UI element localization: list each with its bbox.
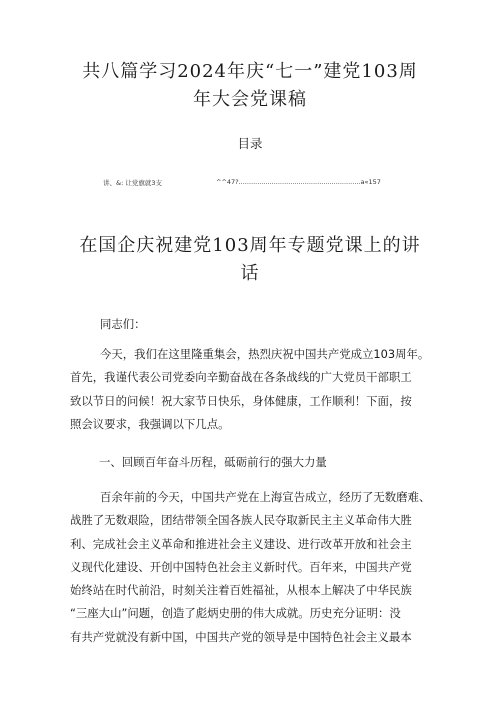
paragraph-line: 义现代化建设、开创中国特色社会主义新时代。百年来，中国共产党 [70,559,412,574]
paragraph-line: “三座大山”问题，创造了彪炳史册的伟大成就。历史充分证明：没 [70,606,401,621]
speech-title [60,232,440,288]
paragraph-line: 今天，我们在这里隆重集会，热烈庆祝中国共产党成立103周年。 [100,347,430,361]
document-title [60,58,440,114]
paragraph-1 [70,343,432,436]
paragraph-line: 有共产党就没有新中国，中国共产党的领导是中国特色社会主义最本 [70,629,412,644]
toc-entry-leader-page: ^^47?...........................................................a«157 [216,178,381,186]
section-heading: 一、回顾百年奋斗历程，砥砺前行的强大力量 [99,455,327,469]
paragraph-line: 战胜了无数艰险，团结带领全国各族人民夺取新民主主义革命伟大胜 [70,513,412,528]
paragraph-line: 利、完成社会主义革命和推进社会主义建设、进行改革开放和社会主 [70,536,412,551]
document-title-line: 年大会党课稿 [193,89,307,110]
paragraph-line: 首先，我谨代表公司党委向辛勤奋战在各条战线的广大党员干部职工 [70,370,412,385]
toc-entry[interactable] [103,178,403,190]
salutation: 同志们： [100,317,146,331]
toc-heading: 目录 [237,137,263,151]
toc-entry-title: 讲、&: 让党旗就3支 [103,179,162,187]
speech-title-line: 话 [240,263,260,284]
paragraph-line: 致以节日的问候！祝大家节日快乐，身体健康，工作顺利！下面，按 [70,393,412,408]
paragraph-line: 百余年前的今天，中国共产党在上海宣告成立，经历了无数磨难、 [100,490,431,504]
paragraph-line: 照会议要求，我强调以下几点。 [70,416,230,431]
paragraph-2 [70,486,432,649]
paragraph-line: 始终站在时代前沿，时刻关注着百姓福祉，从根本上解决了中华民族 [70,583,412,598]
speech-title-line: 在国企庆祝建党103周年专题党课上的讲 [79,235,421,256]
document-title-line: 共八篇学习2024年庆“七一”建党103周 [82,61,418,82]
